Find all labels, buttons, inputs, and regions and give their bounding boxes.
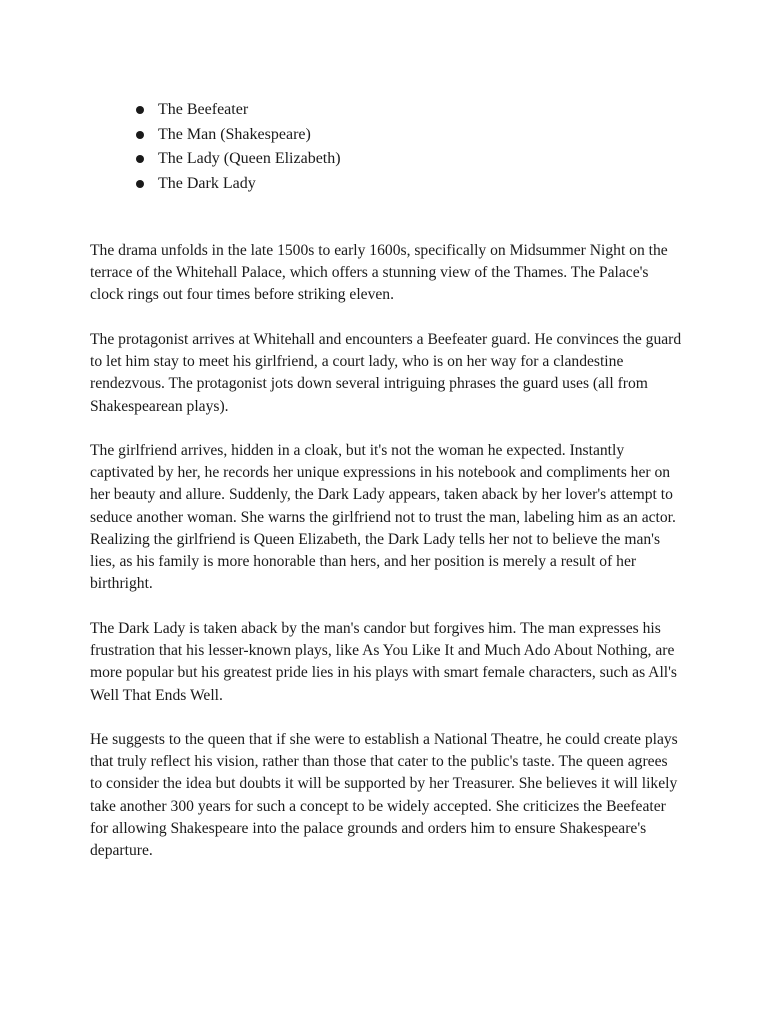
- character-name: The Lady (Queen Elizabeth): [158, 150, 341, 167]
- character-name: The Dark Lady: [158, 174, 256, 192]
- bullet-icon: [136, 180, 144, 188]
- paragraph-setting: The drama unfolds in the late 1500s to early 1600s, specifically on Midsummer Night on the terrace of the Whitehall Palace, which offers a stunning view of the Thames. The Palace's clock rings out four times before striking eleven.: [90, 242, 668, 304]
- bullet-icon: [136, 106, 144, 114]
- paragraph-national-theatre: He suggests to the queen that if she were to establish a National Theatre, he could create plays that truly reflect his vision, rather than those that cater to the public's taste. The queen agrees to consider the idea but doubts it will be supported by her Treasurer. She believes it will likely take another 300 years for such a concept to be widely accepted. She criticizes the Beefeater for allowing Shakespeare into the palace grounds and orders him to ensure Shakespeare's departure.: [90, 731, 678, 860]
- character-list: [136, 98, 341, 196]
- bullet-icon: [136, 155, 144, 163]
- bullet-icon: [136, 131, 144, 139]
- paragraph-girlfriend: The girlfriend arrives, hidden in a cloak, but it's not the woman he expected. Instantly captivated by her, he records her unique expressions in his notebook and compliments her on her beauty and allure. Suddenly, the Dark Lady appears, taken aback by her lover's attempt to seduce another woman. She warns the girlfriend not to trust the man, labeling him as an actor. Realizing the girlfriend is Queen Elizabeth, the Dark Lady tells her not to believe the man's lies, as his family is more honorable than hers, and her position is merely a result of her birthright.: [90, 442, 676, 593]
- list-item: [136, 147, 341, 172]
- list-item: [136, 123, 341, 148]
- character-name: The Beefeater: [158, 101, 249, 118]
- paragraph-arrival: The protagonist arrives at Whitehall and encounters a Beefeater guard. He convinces the guard to let him stay to meet his girlfriend, a court lady, who is on her way for a clandestine rendezvous. The protagonist jots down several intriguing phrases the guard uses (all from Shakespearean plays).: [90, 331, 682, 415]
- list-item: [136, 172, 341, 197]
- character-name: The Man (Shakespeare): [158, 125, 311, 143]
- list-item: [136, 98, 341, 123]
- paragraph-candor: The Dark Lady is taken aback by the man's candor but forgives him. The man expresses his frustration that his lesser-known plays, like As You Like It and Much Ado About Nothing, are more popular but his greatest pride lies in his plays with smart female characters, such as All's Well That Ends Well.: [90, 620, 677, 704]
